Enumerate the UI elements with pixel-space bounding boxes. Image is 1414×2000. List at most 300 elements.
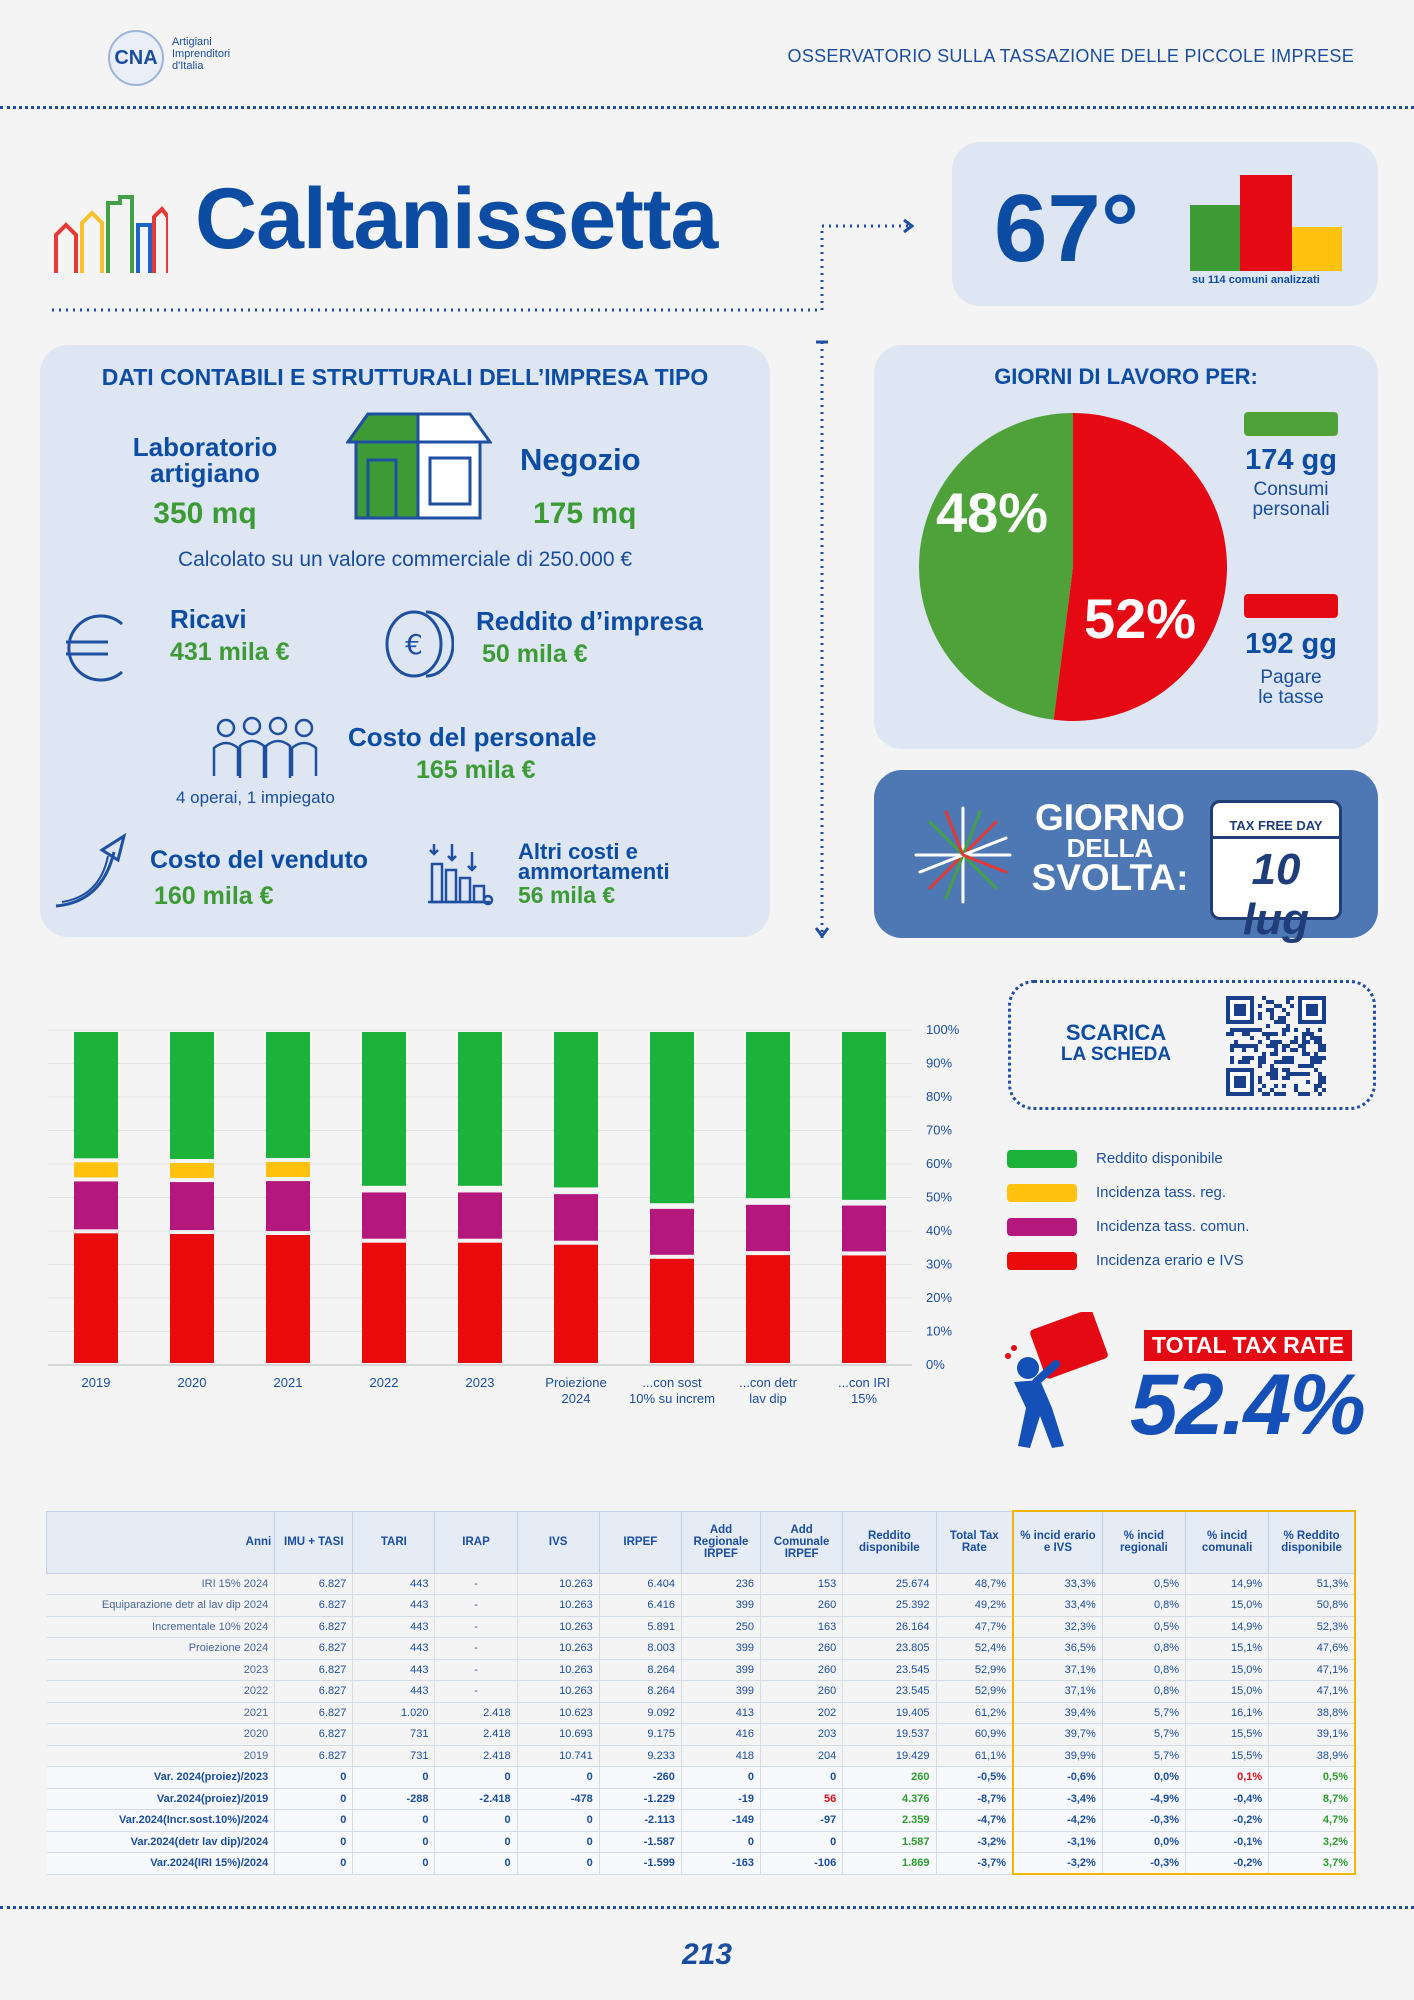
- table-cell: 56: [761, 1788, 843, 1810]
- legend-swatch-reg: [1007, 1184, 1077, 1202]
- city-name: Caltanissetta: [195, 171, 718, 267]
- table-cell: 39,9%: [1013, 1745, 1102, 1767]
- table-cell: 5.891: [599, 1616, 681, 1638]
- qr-line1: SCARICA: [1065, 1020, 1167, 1045]
- svg-text:€: €: [405, 628, 423, 661]
- vertical-connector: [814, 340, 830, 940]
- table-cell: 0: [353, 1853, 435, 1875]
- bar-segment: [554, 1194, 598, 1241]
- table-cell: -1.599: [599, 1853, 681, 1875]
- table-cell: -260: [599, 1767, 681, 1789]
- table-header-cell: Add Regionale IRPEF: [681, 1511, 760, 1573]
- bar-segment: [362, 1192, 406, 1238]
- bar-segment: [266, 1181, 310, 1231]
- laboratorio-value: 350 mq: [153, 497, 257, 530]
- table-cell: Var.2024(proiez)/2019: [47, 1788, 275, 1810]
- days-pie-chart: [916, 410, 1230, 724]
- venduto-value: 160 mila €: [154, 882, 274, 910]
- table-cell: 50,8%: [1269, 1595, 1355, 1617]
- table-header-cell: % incid regionali: [1102, 1511, 1185, 1573]
- x-tick-label: 2020: [177, 1375, 207, 1390]
- table-cell: 2.418: [435, 1745, 517, 1767]
- table-cell: 47,1%: [1269, 1659, 1355, 1681]
- reddito-value: 50 mila €: [482, 640, 588, 668]
- podium-icon: [1190, 175, 1342, 271]
- tasse-label-line1: Pagare: [1260, 667, 1322, 688]
- table-cell: 10.263: [517, 1638, 599, 1660]
- table-cell: 413: [681, 1702, 760, 1724]
- table-cell: Var.2024(Incr.sost.10%)/2024: [47, 1810, 275, 1832]
- tax-free-date: 10 lug: [1243, 845, 1309, 944]
- table-cell: 60,9%: [936, 1724, 1013, 1746]
- y-tick-label: 60%: [926, 1156, 953, 1171]
- variation-row: [47, 1831, 1356, 1853]
- table-cell: 10.263: [517, 1595, 599, 1617]
- table-cell: 9.175: [599, 1724, 681, 1746]
- page-number: 213: [681, 1938, 733, 1971]
- y-tick-label: 50%: [926, 1189, 953, 1205]
- table-cell: 0,8%: [1102, 1638, 1185, 1660]
- table-cell: -3,7%: [936, 1853, 1013, 1875]
- table-cell: -: [435, 1638, 517, 1660]
- table-cell: 443: [353, 1573, 435, 1595]
- bar-segment: [362, 1243, 406, 1363]
- table-cell: 1.869: [843, 1853, 936, 1875]
- table-cell: 5,7%: [1102, 1702, 1185, 1724]
- table-cell: 0: [435, 1767, 517, 1789]
- table-cell: 153: [761, 1573, 843, 1595]
- table-cell: IRI 15% 2024: [47, 1573, 275, 1595]
- table-cell: Var. 2024(proiez)/2023: [47, 1767, 275, 1789]
- consumi-swatch: [1244, 412, 1338, 436]
- table-cell: 731: [353, 1724, 435, 1746]
- table-cell: 6.827: [275, 1745, 353, 1767]
- table-cell: 0: [761, 1831, 843, 1853]
- table-cell: 2.359: [843, 1810, 936, 1832]
- table-cell: 250: [681, 1616, 760, 1638]
- variation-row: [47, 1853, 1356, 1875]
- table-row: [47, 1616, 1356, 1638]
- table-header-cell: Anni: [47, 1511, 275, 1573]
- table-cell: -97: [761, 1810, 843, 1832]
- variation-row: [47, 1810, 1356, 1832]
- table-cell: 2022: [47, 1681, 275, 1703]
- table-cell: 6.827: [275, 1638, 353, 1660]
- bar-segment: [746, 1255, 790, 1363]
- table-cell: 10.263: [517, 1659, 599, 1681]
- table-cell: 33,4%: [1013, 1595, 1102, 1617]
- table-cell: 2023: [47, 1659, 275, 1681]
- table-header-cell: % incid comunali: [1186, 1511, 1269, 1573]
- table-cell: -19: [681, 1788, 760, 1810]
- venduto-label: Costo del venduto: [150, 846, 369, 874]
- personale-note: 4 operai, 1 impiegato: [176, 788, 335, 807]
- table-cell: 0,8%: [1102, 1659, 1185, 1681]
- legend-label-reg: Incidenza tass. reg.: [1096, 1184, 1227, 1201]
- coin-icon: [384, 608, 454, 680]
- svolta-line3: SVOLTA:: [1031, 857, 1189, 898]
- table-cell: 0: [353, 1831, 435, 1853]
- y-tick-label: 10%: [926, 1323, 953, 1339]
- table-cell: -1.587: [599, 1831, 681, 1853]
- negozio-value: 175 mq: [533, 497, 637, 530]
- table-cell: -: [435, 1573, 517, 1595]
- x-tick-label: 2023: [465, 1375, 495, 1390]
- table-cell: -3,2%: [936, 1831, 1013, 1853]
- y-tick-label: 30%: [926, 1256, 953, 1272]
- svolta-text: [1018, 797, 1202, 898]
- table-cell: 52,4%: [936, 1638, 1013, 1660]
- table-row: [47, 1638, 1356, 1660]
- table-cell: 443: [353, 1681, 435, 1703]
- table-cell: 260: [761, 1638, 843, 1660]
- table-cell: -0,2%: [1186, 1810, 1269, 1832]
- table-cell: 23.545: [843, 1681, 936, 1703]
- table-cell: -2.418: [435, 1788, 517, 1810]
- table-cell: 0: [275, 1853, 353, 1875]
- bar-segment: [74, 1032, 118, 1158]
- y-tick-label: 100%: [926, 1022, 960, 1037]
- table-cell: 33,3%: [1013, 1573, 1102, 1595]
- table-cell: 6.827: [275, 1573, 353, 1595]
- logo-abbr: CNA: [114, 46, 158, 69]
- table-cell: -: [435, 1681, 517, 1703]
- bar-segment: [74, 1181, 118, 1229]
- giorni-title: GIORNI DI LAVORO PER:: [994, 364, 1258, 389]
- table-cell: 39,4%: [1013, 1702, 1102, 1724]
- x-tick-label: 2021: [273, 1375, 303, 1390]
- table-cell: 203: [761, 1724, 843, 1746]
- table-cell: 0: [681, 1831, 760, 1853]
- table-cell: 731: [353, 1745, 435, 1767]
- table-cell: 6.827: [275, 1724, 353, 1746]
- table-cell: 52,9%: [936, 1659, 1013, 1681]
- x-tick-label: lav dip: [749, 1391, 787, 1406]
- table-cell: -3,1%: [1013, 1831, 1102, 1853]
- legend-swatch-reddito: [1007, 1150, 1077, 1168]
- table-cell: 23.545: [843, 1659, 936, 1681]
- table-cell: -0,4%: [1186, 1788, 1269, 1810]
- connector-lines: [52, 210, 914, 314]
- table-cell: 443: [353, 1659, 435, 1681]
- table-cell: -0,1%: [1186, 1831, 1269, 1853]
- x-tick-label: 15%: [850, 1391, 878, 1406]
- bar-segment: [362, 1032, 406, 1186]
- table-cell: 52,3%: [1269, 1616, 1355, 1638]
- table-cell: 8.264: [599, 1659, 681, 1681]
- table-row: [47, 1573, 1356, 1595]
- table-cell: 399: [681, 1595, 760, 1617]
- table-header-cell: TARI: [353, 1511, 435, 1573]
- table-cell: 47,1%: [1269, 1681, 1355, 1703]
- table-header-cell: IVS: [517, 1511, 599, 1573]
- table-cell: 3,2%: [1269, 1831, 1355, 1853]
- consumi-days: 174 gg: [1245, 444, 1337, 476]
- y-tick-label: 90%: [926, 1055, 953, 1071]
- table-cell: 204: [761, 1745, 843, 1767]
- table-cell: 38,9%: [1269, 1745, 1355, 1767]
- table-cell: 25.392: [843, 1595, 936, 1617]
- table-row: [47, 1595, 1356, 1617]
- altri-label-line1: Altri costi e: [518, 839, 638, 864]
- bar-segment: [170, 1234, 214, 1363]
- tax-stacked-bar-chart: [40, 1020, 960, 1420]
- table-cell: 3,7%: [1269, 1853, 1355, 1875]
- table-cell: 0: [275, 1788, 353, 1810]
- table-cell: -149: [681, 1810, 760, 1832]
- table-cell: 61,1%: [936, 1745, 1013, 1767]
- table-cell: 48,7%: [936, 1573, 1013, 1595]
- table-cell: 19.429: [843, 1745, 936, 1767]
- table-header-cell: % incid erario e IVS: [1013, 1511, 1102, 1573]
- table-row: [47, 1659, 1356, 1681]
- table-cell: 2021: [47, 1702, 275, 1724]
- table-header-cell: IRAP: [435, 1511, 517, 1573]
- table-cell: 0,5%: [1269, 1767, 1355, 1789]
- qr-code-icon[interactable]: [1226, 996, 1326, 1096]
- bar-segment: [554, 1245, 598, 1363]
- table-cell: -478: [517, 1788, 599, 1810]
- table-cell: 37,1%: [1013, 1659, 1102, 1681]
- table-cell: Equiparazione detr al lav dip 2024: [47, 1595, 275, 1617]
- table-cell: -0,6%: [1013, 1767, 1102, 1789]
- table-cell: 10.263: [517, 1681, 599, 1703]
- consumi-label-line1: Consumi: [1253, 479, 1329, 500]
- y-tick-label: 80%: [926, 1089, 953, 1104]
- legend-swatch-erario: [1007, 1252, 1077, 1270]
- bar-segment: [746, 1205, 790, 1251]
- bar-segment: [74, 1162, 118, 1177]
- table-cell: 0: [353, 1767, 435, 1789]
- bar-segment: [170, 1032, 214, 1159]
- table-cell: Incrementale 10% 2024: [47, 1616, 275, 1638]
- bar-segment: [266, 1162, 310, 1177]
- y-tick-label: 40%: [926, 1223, 953, 1238]
- table-cell: 4,7%: [1269, 1810, 1355, 1832]
- table-cell: 51,3%: [1269, 1573, 1355, 1595]
- negozio-label: Negozio: [520, 442, 641, 477]
- table-cell: 399: [681, 1638, 760, 1660]
- logo-text: Artigiani Imprenditori d'Italia: [172, 36, 231, 72]
- x-tick-label: ...con IRI: [837, 1375, 891, 1390]
- table-cell: 8.003: [599, 1638, 681, 1660]
- svolta-line2: DELLA: [1066, 833, 1154, 863]
- table-cell: 0: [275, 1831, 353, 1853]
- table-cell: 5,7%: [1102, 1745, 1185, 1767]
- total-tax-rate-label: TOTAL TAX RATE: [1144, 1330, 1352, 1361]
- table-cell: 15,0%: [1186, 1595, 1269, 1617]
- table-body: [47, 1573, 1356, 1874]
- table-cell: 443: [353, 1595, 435, 1617]
- table-cell: 9.233: [599, 1745, 681, 1767]
- table-cell: 32,3%: [1013, 1616, 1102, 1638]
- table-cell: 0: [517, 1767, 599, 1789]
- personale-label: Costo del personale: [348, 722, 597, 752]
- table-cell: 0: [761, 1767, 843, 1789]
- bar-segment: [650, 1032, 694, 1203]
- table-cell: -: [435, 1659, 517, 1681]
- table-cell: -4,7%: [936, 1810, 1013, 1832]
- table-cell: 260: [761, 1681, 843, 1703]
- ricavi-label: Ricavi: [170, 604, 247, 634]
- table-cell: 5,7%: [1102, 1724, 1185, 1746]
- rank-value: 67°: [994, 175, 1140, 282]
- table-cell: 15,0%: [1186, 1659, 1269, 1681]
- x-tick-label: 2022: [369, 1375, 399, 1390]
- cna-logo: [108, 30, 164, 86]
- table-header-cell: IRPEF: [599, 1511, 681, 1573]
- table-cell: 10.623: [517, 1702, 599, 1724]
- table-cell: -0,3%: [1102, 1853, 1185, 1875]
- table-cell: 14,9%: [1186, 1616, 1269, 1638]
- ricavi-value: 431 mila €: [170, 638, 290, 666]
- table-cell: 25.674: [843, 1573, 936, 1595]
- table-cell: 0,0%: [1102, 1767, 1185, 1789]
- table-cell: 49,2%: [936, 1595, 1013, 1617]
- table-cell: 19.537: [843, 1724, 936, 1746]
- table-header-cell: IMU + TASI: [275, 1511, 353, 1573]
- table-cell: 52,9%: [936, 1681, 1013, 1703]
- pie-green-pct: 48%: [936, 481, 1049, 544]
- table-cell: -163: [681, 1853, 760, 1875]
- table-cell: -0,5%: [936, 1767, 1013, 1789]
- table-cell: -2.113: [599, 1810, 681, 1832]
- table-cell: 8.264: [599, 1681, 681, 1703]
- table-cell: 26.164: [843, 1616, 936, 1638]
- table-cell: 0: [435, 1810, 517, 1832]
- table-cell: -4,2%: [1013, 1810, 1102, 1832]
- table-row: [47, 1724, 1356, 1746]
- dati-title: DATI CONTABILI E STRUTTURALI DELL’IMPRESA TIPO: [101, 364, 709, 390]
- pie-slice-tasse: [1054, 413, 1227, 721]
- x-tick-label: ...con sost: [642, 1375, 702, 1390]
- legend-label-comun: Incidenza tass. comun.: [1096, 1218, 1250, 1235]
- table-cell: 0: [517, 1810, 599, 1832]
- euro-icon: [62, 612, 128, 684]
- table-cell: 6.827: [275, 1681, 353, 1703]
- reddito-label: Reddito d’impresa: [476, 606, 703, 636]
- total-tax-rate-value: 52.4%: [1130, 1357, 1364, 1453]
- bar-segment: [554, 1032, 598, 1187]
- table-cell: 1.020: [353, 1702, 435, 1724]
- y-tick-label: 70%: [926, 1122, 953, 1138]
- bar-segment: [266, 1032, 310, 1158]
- y-tick-label: 0%: [926, 1357, 945, 1372]
- rank-note: su 114 comuni analizzati: [1192, 274, 1320, 286]
- pie-slice-consumi: [919, 413, 1073, 720]
- bar-segment: [842, 1255, 886, 1363]
- fireworks-icon: [908, 800, 1018, 910]
- table-cell: 6.827: [275, 1595, 353, 1617]
- rocket-growth-icon: [52, 830, 130, 910]
- table-cell: 6.827: [275, 1616, 353, 1638]
- table-cell: 23.805: [843, 1638, 936, 1660]
- x-tick-label: 10% su increm: [629, 1391, 715, 1406]
- table-header-cell: Add Comunale IRPEF: [761, 1511, 843, 1573]
- tasse-swatch: [1244, 594, 1338, 618]
- table-header-cell: Total Tax Rate: [936, 1511, 1013, 1573]
- table-cell: 236: [681, 1573, 760, 1595]
- altri-value: 56 mila €: [518, 882, 616, 908]
- table-cell: 10.263: [517, 1573, 599, 1595]
- staff-icon: [212, 716, 320, 790]
- calc-note: Calcolato su un valore commerciale di 250.000 €: [177, 548, 633, 571]
- table-cell: 39,1%: [1269, 1724, 1355, 1746]
- table-cell: 416: [681, 1724, 760, 1746]
- bar-segment: [650, 1209, 694, 1255]
- bar-segment: [842, 1032, 886, 1200]
- table-cell: 19.405: [843, 1702, 936, 1724]
- x-tick-label: 2024: [561, 1391, 591, 1406]
- table-cell: Var.2024(detr lav dip)/2024: [47, 1831, 275, 1853]
- shop-icon: [346, 410, 492, 520]
- table-cell: -106: [761, 1853, 843, 1875]
- bar-segment: [458, 1192, 502, 1238]
- table-row: [47, 1745, 1356, 1767]
- bar-segment: [650, 1259, 694, 1363]
- svolta-line1: GIORNO: [1034, 797, 1186, 838]
- table-cell: 10.693: [517, 1724, 599, 1746]
- table-header-row: [47, 1511, 1356, 1573]
- table-cell: 39,7%: [1013, 1724, 1102, 1746]
- legend-swatch-comun: [1007, 1218, 1077, 1236]
- table-cell: 0: [353, 1810, 435, 1832]
- table-cell: -288: [353, 1788, 435, 1810]
- variation-row: [47, 1788, 1356, 1810]
- table-cell: 0,0%: [1102, 1831, 1185, 1853]
- table-cell: 0: [517, 1853, 599, 1875]
- table-header-cell: % Reddito disponibile: [1269, 1511, 1355, 1573]
- consumi-label-line2: personali: [1252, 499, 1330, 520]
- x-tick-label: 2019: [81, 1375, 111, 1390]
- table-cell: 0,1%: [1186, 1767, 1269, 1789]
- table-row: [47, 1681, 1356, 1703]
- legend-label-erario: Incidenza erario e IVS: [1096, 1252, 1244, 1269]
- table-cell: 4.376: [843, 1788, 936, 1810]
- table-cell: 6.827: [275, 1659, 353, 1681]
- tasse-label-line2: le tasse: [1258, 687, 1324, 708]
- table-cell: 443: [353, 1638, 435, 1660]
- qr-text: [1030, 1022, 1202, 1066]
- table-cell: -4,9%: [1102, 1788, 1185, 1810]
- laboratorio-label: Laboratorio artigiano: [132, 432, 278, 488]
- bar-segment: [170, 1163, 214, 1178]
- table-cell: 418: [681, 1745, 760, 1767]
- table-cell: -: [435, 1616, 517, 1638]
- table-cell: 163: [761, 1616, 843, 1638]
- bar-segment: [266, 1235, 310, 1363]
- table-cell: 0: [275, 1767, 353, 1789]
- table-cell: 0: [681, 1767, 760, 1789]
- header-title: OSSERVATORIO SULLA TASSAZIONE DELLE PICCOLE IMPRESE: [787, 46, 1354, 66]
- x-tick-label: Proiezione: [545, 1375, 607, 1390]
- table-cell: 15,0%: [1186, 1681, 1269, 1703]
- table-cell: 37,1%: [1013, 1681, 1102, 1703]
- table-cell: 47,6%: [1269, 1638, 1355, 1660]
- table-cell: 9.092: [599, 1702, 681, 1724]
- table-row: [47, 1702, 1356, 1724]
- table-cell: 0: [435, 1831, 517, 1853]
- variation-row: [47, 1767, 1356, 1789]
- legend-label-reddito: Reddito disponibile: [1096, 1150, 1223, 1167]
- bar-segment: [842, 1206, 886, 1252]
- bar-segment: [74, 1233, 118, 1363]
- footer-divider: [0, 1906, 1414, 1909]
- tasse-days: 192 gg: [1245, 628, 1337, 660]
- table-cell: 2019: [47, 1745, 275, 1767]
- table-cell: -: [435, 1595, 517, 1617]
- table-cell: Var.2024(IRI 15%)/2024: [47, 1853, 275, 1875]
